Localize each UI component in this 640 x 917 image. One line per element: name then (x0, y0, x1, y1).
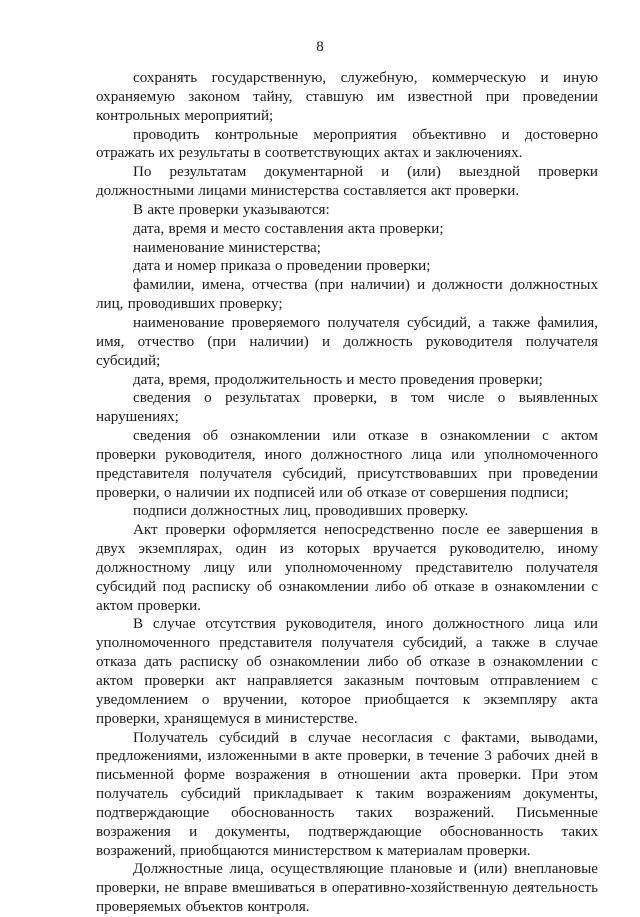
paragraph: Должностные лица, осуществляющие плановые и (или) внеплановые проверки, не вправе вмешиваться в оперативно-хозяйственную деятельность проверяемых объектов контроля. (96, 861, 598, 916)
document-body (96, 69, 598, 917)
list-item: подписи должностных лиц, проводивших проверку. (133, 503, 469, 520)
list-item: наименование министерства; (133, 239, 321, 256)
paragraph: Получатель субсидий в случае несогласия с фактами, выводами, предложениями, изложенными в акте проверки, в течение 3 рабочих дней в письменной форме возражения в отношении акта проверки. При этом получатель субсидий прикладывает к таким возражениям документы, подтверждающие обоснованность таких возражений. Письменные возражения и документы, подтверждающие обоснованность таких возражений, приобщаются министерством к материалам проверки. (96, 729, 598, 859)
list-item: дата, время и место составления акта проверки; (133, 220, 444, 237)
list-item: наименование проверяемого получателя субсидий, а также фамилия, имя, отчество (при наличии) и должность руководителя получателя субсидий; (96, 314, 598, 369)
paragraph: сохранять государственную, служебную, коммерческую и иную охраняемую законом тайну, ставшую им известной при проведении контрольных мероприятий; (96, 70, 598, 124)
paragraph: Акт проверки оформляется непосредственно после ее завершения в двух экземплярах, один из которых вручается руководителю, иному должностному лицу или уполномоченному представителю получателя субсидий под расписку об ознакомлении либо об отказе в ознакомлении с актом проверки. (96, 522, 598, 614)
list-item: дата, время, продолжительность и место проведения проверки; (133, 371, 543, 388)
list-item: сведения об ознакомлении или отказе в ознакомлении с актом проверки руководителя, иного должностного лица или уполномоченного представителя получателя субсидий, присутствовавших при проведении проверки, о наличии их подписей или об отказе от совершения подписи; (96, 428, 598, 501)
paragraph: В случае отсутствия руководителя, иного должностного лица или уполномоченного представителя получателя субсидий, а также в случае отказа дать расписку об ознакомлении либо об отказе в ознакомлении с актом проверки акт направляется заказным почтовым отправлением с уведомлением о вручении, которое приобщается к экземпляру акта проверки, хранящемуся в министерстве. (96, 616, 598, 727)
list-item: сведения о результатах проверки, в том числе о выявленных нарушениях; (96, 390, 598, 426)
paragraph: По результатам документарной и (или) выездной проверки должностными лицами министерства составляется акт проверки. (96, 164, 598, 200)
list-item: фамилии, имена, отчества (при наличии) и должности должностных лиц, проводивших проверку; (96, 277, 598, 313)
paragraph: проводить контрольные мероприятия объективно и достоверно отражать их результаты в соответствующих актах и заключениях. (96, 126, 598, 162)
list-item: дата и номер приказа о проведении проверки; (133, 258, 431, 275)
paragraph: В акте проверки указываются: (133, 201, 330, 218)
page-number: 8 (316, 39, 324, 55)
